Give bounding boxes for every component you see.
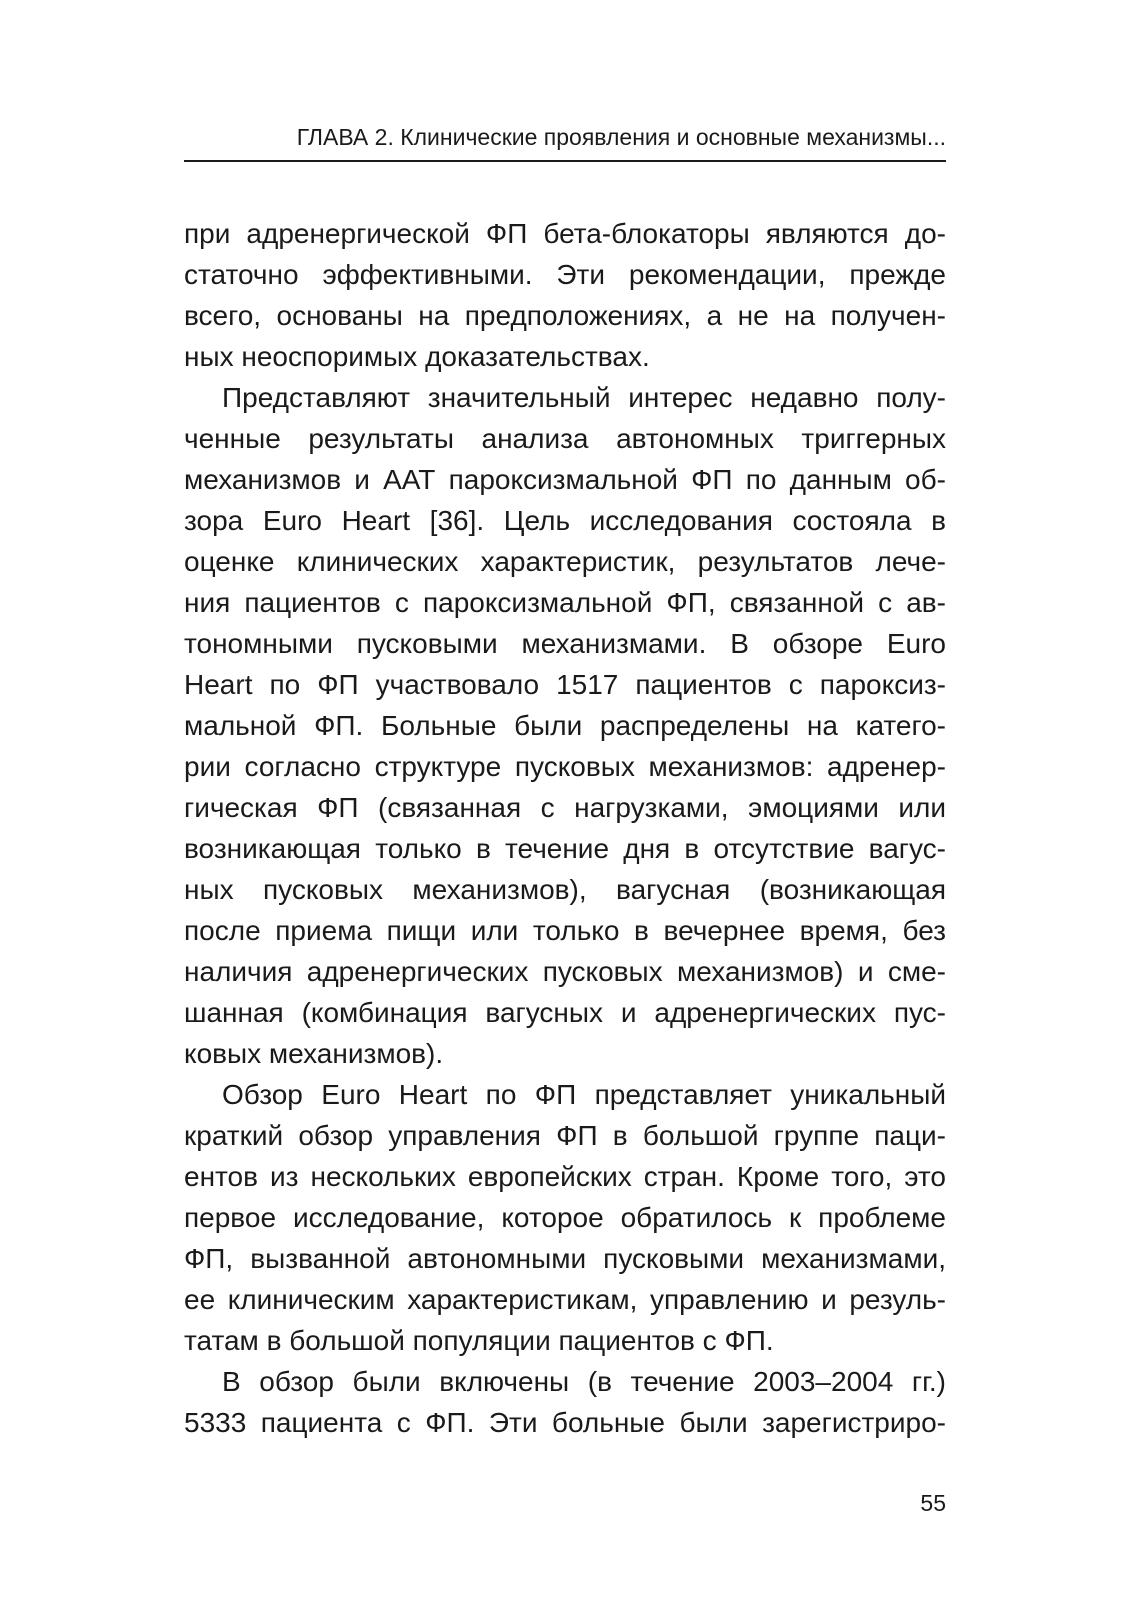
text-line: татам в большой популяции пациентов с ФП. <box>184 1325 774 1356</box>
text-line: после приема пищи или только в вечернее время, без <box>184 915 946 946</box>
text-line: ных неоспоримых доказательствах. <box>184 341 650 372</box>
text-line: Heart по ФП участвовало 1517 пациентов с пароксиз- <box>184 669 946 700</box>
text-line: ФП, вызванной автономными пусковыми механизмами, <box>184 1243 946 1274</box>
text-line: наличия адренергических пусковых механизмов) и сме- <box>184 956 946 987</box>
text-line: возникающая только в течение дня в отсутствие вагус- <box>184 833 946 864</box>
text-line: шанная (комбинация вагусных и адренергических пус- <box>184 997 946 1028</box>
text-line: ковых механизмов). <box>184 1038 444 1069</box>
text-line: при адренергической ФП бета-блокаторы являются до- <box>184 218 946 249</box>
text-line: ния пациентов с пароксизмальной ФП, связанной с ав- <box>184 587 946 618</box>
header-rule <box>184 160 946 162</box>
text-line: 5333 пациента с ФП. Эти больные были зарегистриро- <box>184 1407 946 1438</box>
text-line: ченные результаты анализа автономных триггерных <box>184 423 946 454</box>
text-line: статочно эффективными. Эти рекомендации, прежде <box>184 259 946 290</box>
running-header: ГЛАВА 2. Клинические проявления и основные механизмы... <box>296 124 946 150</box>
text-line: ее клиническим характеристикам, управлению и резуль- <box>184 1284 946 1315</box>
text-line: ных пусковых механизмов), вагусная (возникающая <box>184 874 946 905</box>
text-line: мальной ФП. Больные были распределены на катего- <box>184 710 946 741</box>
text-line: краткий обзор управления ФП в большой группе паци- <box>184 1120 946 1151</box>
text-line: Представляют значительный интерес недавно полу- <box>222 382 946 413</box>
text-line: Обзор Euro Heart по ФП представляет уникальный <box>222 1079 946 1110</box>
text-line: механизмов и ААТ пароксизмальной ФП по данным об- <box>184 464 946 495</box>
text-line: В обзор были включены (в течение 2003–2004 гг.) <box>222 1366 946 1397</box>
text-line: зора Euro Heart [36]. Цель исследования состояла в <box>184 505 946 536</box>
text-line: ентов из нескольких европейских стран. Кроме того, это <box>184 1161 946 1192</box>
text-line: тономными пусковыми механизмами. В обзоре Euro <box>184 628 946 659</box>
text-line: гическая ФП (связанная с нагрузками, эмоциями или <box>184 792 946 823</box>
text-line: рии согласно структуре пусковых механизмов: адренер- <box>184 751 946 782</box>
text-line: всего, основаны на предположениях, а не на получен- <box>184 300 946 331</box>
body-text <box>184 213 946 1443</box>
page-number: 55 <box>920 1490 946 1516</box>
text-line: первое исследование, которое обратилось к проблеме <box>184 1202 946 1233</box>
text-line: оценке клинических характеристик, результатов лече- <box>184 546 946 577</box>
